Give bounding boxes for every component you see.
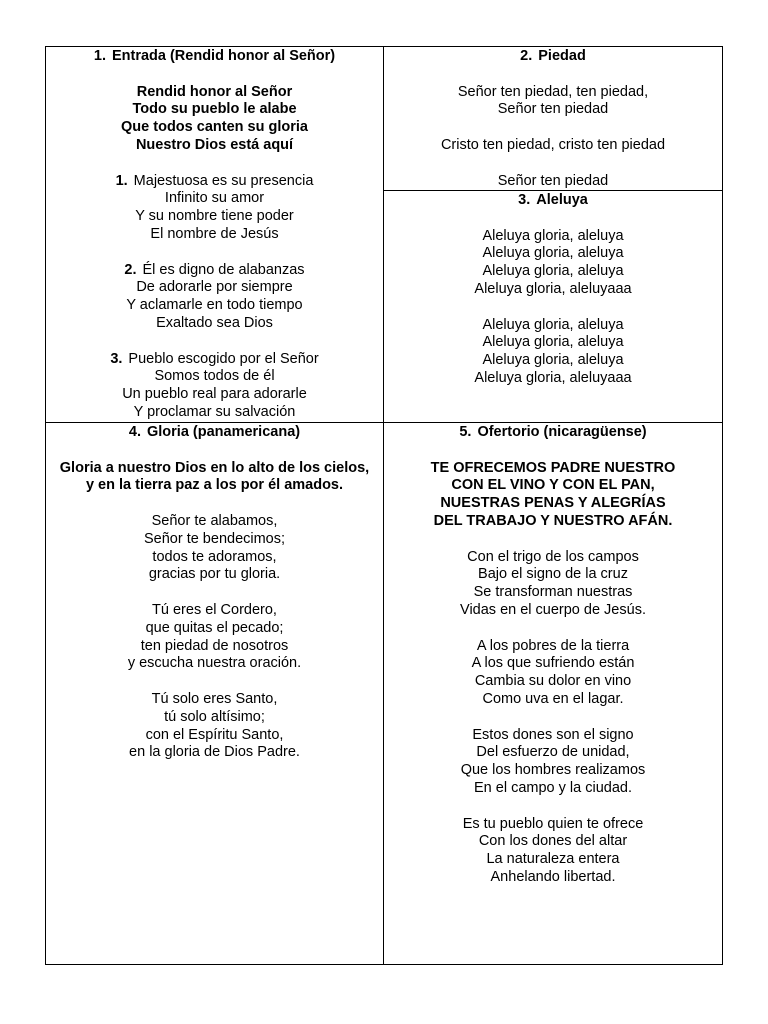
gloria-line: gracias por tu gloria. [148, 566, 281, 583]
ofertorio-refrain-line: DEL TRABAJO Y NUESTRO AFÁN. [433, 512, 673, 529]
gloria-heading: 4. Gloria (panamericana) [128, 424, 301, 440]
songs-table [45, 46, 723, 965]
entrada-cell [46, 47, 383, 422]
entrada-verse-line: De adorarle por siempre [136, 279, 293, 296]
entrada-chorus-line: Que todos canten su gloria [121, 119, 308, 136]
piedad-heading: 2. Piedad [520, 48, 586, 64]
gloria-line: tú solo altísimo; [164, 708, 265, 725]
ofertorio-line: Estos dones son el signo [472, 726, 634, 743]
piedad-line: Cristo ten piedad, cristo ten piedad [440, 136, 666, 153]
gloria-line: Tú eres el Cordero, [152, 601, 277, 618]
piedad-line: Señor ten piedad, ten piedad, [457, 83, 649, 100]
ofertorio-line: Del esfuerzo de unidad, [476, 744, 630, 761]
entrada-verse-1-first: 1. Majestuosa es su presencia [115, 172, 314, 189]
aleluya-line: Aleluya gloria, aleluya [482, 316, 624, 333]
gloria-cell [46, 423, 383, 964]
gloria-line: Señor te alabamos, [151, 512, 278, 529]
aleluya-line: Aleluya gloria, aleluyaaa [474, 369, 632, 386]
entrada-verse-line: Exaltado sea Dios [156, 314, 273, 331]
ofertorio-heading: 5. Ofertorio (nicaragüense) [459, 424, 647, 440]
entrada-verse-line: Infinito su amor [164, 190, 265, 207]
ofertorio-line: Vidas en el cuerpo de Jesús. [460, 601, 646, 618]
ofertorio-refrain-line: TE OFRECEMOS PADRE NUESTRO [430, 459, 676, 476]
gloria-refrain-line: y en la tierra paz a los por él amados. [85, 477, 344, 494]
aleluya-line: Aleluya gloria, aleluya [482, 263, 624, 280]
entrada-heading: 1. Entrada (Rendid honor al Señor) [93, 48, 336, 64]
gloria-line: que quitas el pecado; [145, 619, 284, 636]
aleluya-cell [384, 191, 722, 422]
gloria-line: y escucha nuestra oración. [127, 655, 302, 672]
entrada-chorus-line: Nuestro Dios está aquí [135, 136, 294, 153]
piedad-line: Señor ten piedad [497, 172, 609, 189]
entrada-verse-line: Somos todos de él [154, 368, 275, 385]
aleluya-heading: 3. Aleluya [518, 192, 588, 208]
gloria-refrain-line: Gloria a nuestro Dios en lo alto de los cielos, [59, 459, 370, 476]
ofertorio-line: A los que sufriendo están [471, 655, 635, 672]
ofertorio-line: Con el trigo de los campos [467, 548, 639, 565]
entrada-verse-line: Y aclamarle en todo tiempo [126, 297, 303, 314]
ofertorio-line: Con los dones del altar [478, 833, 628, 850]
gloria-line: Tú solo eres Santo, [151, 690, 278, 707]
ofertorio-line: Como uva en el lagar. [482, 690, 624, 707]
entrada-chorus-line: Todo su pueblo le alabe [132, 101, 297, 118]
aleluya-line: Aleluya gloria, aleluya [482, 227, 624, 244]
ofertorio-line: Cambia su dolor en vino [474, 673, 632, 690]
entrada-chorus-line: Rendid honor al Señor [136, 83, 293, 100]
ofertorio-line: A los pobres de la tierra [476, 637, 630, 654]
ofertorio-refrain-line: NUESTRAS PENAS Y ALEGRÍAS [440, 495, 666, 512]
ofertorio-line: Bajo el signo de la cruz [478, 566, 628, 583]
ofertorio-line: Anhelando libertad. [490, 868, 616, 885]
gloria-line: ten piedad de nosotros [140, 637, 289, 654]
ofertorio-line: La naturaleza entera [486, 851, 620, 868]
aleluya-line: Aleluya gloria, aleluya [482, 352, 624, 369]
ofertorio-refrain-line: CON EL VINO Y CON EL PAN, [451, 477, 655, 494]
entrada-verse-line: Un pueblo real para adorarle [122, 386, 307, 403]
piedad-line: Señor ten piedad [497, 101, 609, 118]
aleluya-line: Aleluya gloria, aleluya [482, 245, 624, 262]
aleluya-line: Aleluya gloria, aleluya [482, 334, 624, 351]
gloria-line: todos te adoramos, [152, 548, 277, 565]
gloria-line: en la gloria de Dios Padre. [129, 744, 300, 761]
entrada-verse-line: El nombre de Jesús [150, 225, 279, 242]
entrada-verse-3-first: 3. Pueblo escogido por el Señor [110, 350, 319, 367]
entrada-verse-2-first: 2. Él es digno de alabanzas [124, 261, 305, 278]
piedad-cell [384, 47, 722, 190]
aleluya-line: Aleluya gloria, aleluyaaa [474, 280, 632, 297]
gloria-line: con el Espíritu Santo, [145, 726, 284, 743]
ofertorio-cell [384, 423, 722, 964]
entrada-verse-line: Y su nombre tiene poder [135, 208, 294, 225]
ofertorio-line: Que los hombres realizamos [460, 762, 646, 779]
ofertorio-line: Es tu pueblo quien te ofrece [462, 815, 644, 832]
gloria-line: Señor te bendecimos; [143, 530, 286, 547]
entrada-verse-line: Y proclamar su salvación [133, 403, 296, 420]
ofertorio-line: Se transforman nuestras [473, 584, 633, 601]
ofertorio-line: En el campo y la ciudad. [474, 779, 632, 796]
